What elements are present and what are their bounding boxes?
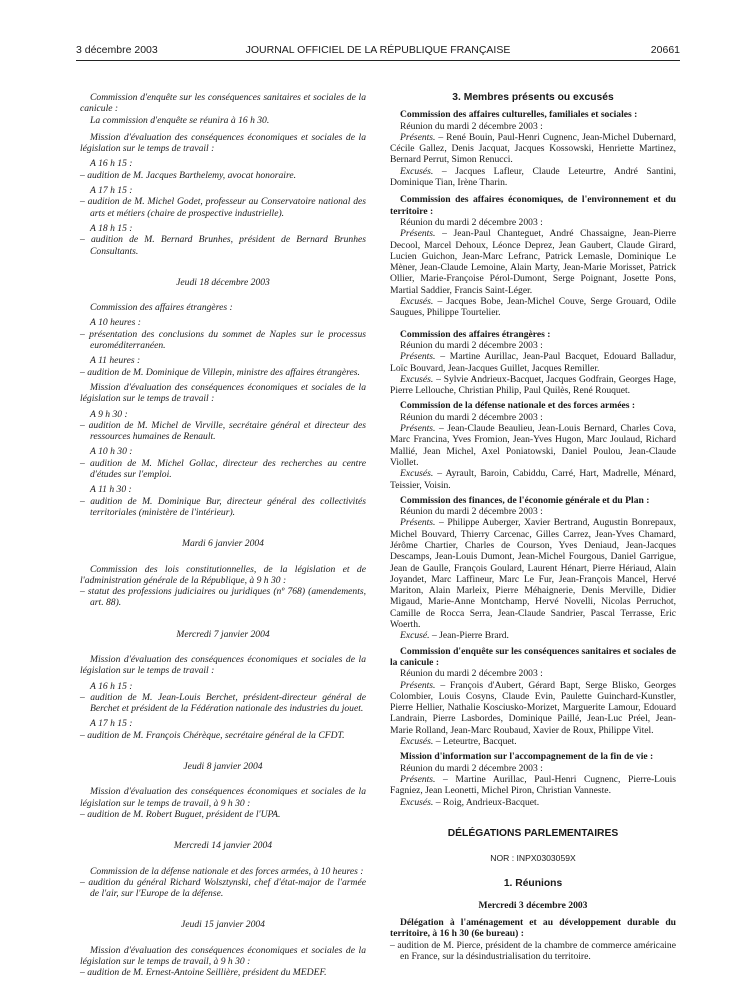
meeting-date: Réunion du mardi 2 décembre 2003 : bbox=[400, 668, 543, 680]
reunions-heading: 1. Réunions bbox=[503, 878, 563, 890]
excused-label: Excusé. bbox=[400, 630, 430, 642]
time-slot: A 16 h 15 : bbox=[90, 158, 133, 170]
time-slot: A 18 h 15 : bbox=[90, 222, 133, 234]
agenda-item: – audition de M. Jean-Louis Berchet, président-directeur général de Berchet et président de la Fédération nationale des industries du jouet. bbox=[80, 691, 366, 715]
present-label: Présents. bbox=[400, 228, 436, 240]
excused-list: – Jacques Bobe, Jean-Michel Couve, Serge Grouard, Odile Saugues, Philippe Tourtelier. bbox=[390, 296, 676, 319]
right-column bbox=[390, 92, 676, 962]
time-slot: A 10 heures : bbox=[90, 317, 141, 329]
left-column bbox=[80, 92, 366, 979]
present-label: Présents. bbox=[400, 351, 436, 363]
date-heading: Jeudi 18 décembre 2003 bbox=[176, 276, 270, 288]
agenda-item: – audition du général Richard Wolsztynski, chef d'état-major de l'armée de l'air, sur l'Europe de la défense. bbox=[80, 876, 366, 900]
excused-list: – Roig, Andrieux-Bacquet. bbox=[433, 796, 540, 808]
present-members bbox=[390, 423, 676, 468]
block-title: Commission d'enquête sur les conséquences sanitaires et sociales de la canicule : bbox=[80, 92, 366, 115]
present-members bbox=[390, 132, 676, 166]
section-heading: 3. Membres présents ou excusés bbox=[452, 92, 614, 103]
excused-members bbox=[390, 630, 676, 641]
present-list: – François d'Aubert, Gérard Bapt, Serge Blisko, Georges Colombier, Louis Cosyns, Claude Evin, Paulette Guinchard-Kunstler, Pierre Hellier, Nathalie Kosciusko-Morizet, Marguerite Lamour, Edouard Landrain, Pierre Lasbordes, Dominique Paillé, Jean-Luc Préel, Jean-Marie Rolland, Jean-Marc Roubaud, Xavier de Roux, Philippe Vitel. bbox=[390, 679, 676, 736]
time-slot: A 11 heures : bbox=[90, 355, 141, 367]
date-heading: Mercredi 14 janvier 2004 bbox=[173, 840, 273, 852]
present-members bbox=[390, 680, 676, 736]
date-heading: Jeudi 8 janvier 2004 bbox=[183, 761, 263, 773]
present-list: – René Bouin, Paul-Henri Cugnenc, Jean-Michel Dubernard, Cécile Gallez, Denis Jacquat, Jacques Kossowski, Henriette Martinez, Bernard Perrut, Simon Renucci. bbox=[390, 131, 676, 166]
excused-label: Excusés. bbox=[400, 736, 434, 748]
present-label: Présents. bbox=[400, 517, 436, 529]
agenda-item: – audition de M. Robert Buguet, président de l'UPA. bbox=[80, 808, 281, 820]
excused-list: – Ayrault, Baroin, Cabiddu, Carré, Hart, Madrelle, Ménard, Teissier, Voisin. bbox=[390, 468, 676, 491]
excused-members bbox=[390, 797, 676, 808]
time-slot: A 9 h 30 : bbox=[90, 408, 128, 420]
present-members bbox=[390, 351, 676, 374]
committee-title: Commission des affaires économiques, de l'environnement et du territoire : bbox=[390, 194, 676, 217]
agenda-item: – présentation des conclusions du sommet de Naples sur le processus euroméditerranéen. bbox=[80, 328, 366, 352]
present-members bbox=[390, 517, 676, 630]
excused-members bbox=[390, 296, 676, 319]
date-heading: Mercredi 7 janvier 2004 bbox=[176, 628, 270, 640]
committee-title: Commission des affaires culturelles, familiales et sociales : bbox=[400, 109, 638, 121]
time-slot: A 17 h 15 : bbox=[90, 185, 133, 197]
agenda-item: – audition de M. Michel Gollac, directeur des recherches au centre d'études sur l'emploi. bbox=[80, 457, 366, 481]
agenda-item: – statut des professions judiciaires ou juridiques (nº 768) (amendements, art. 88). bbox=[80, 586, 366, 609]
committee-title: Commission des affaires étrangères : bbox=[400, 328, 551, 340]
excused-label: Excusés. bbox=[400, 373, 434, 385]
header-title: JOURNAL OFFICIEL DE LA RÉPUBLIQUE FRANÇAISE bbox=[245, 44, 511, 56]
reunions-date: Mercredi 3 décembre 2003 bbox=[478, 899, 588, 911]
time-slot: A 10 h 30 : bbox=[90, 446, 133, 458]
meeting-date: Réunion du mardi 2 décembre 2003 : bbox=[400, 411, 543, 423]
agenda-item: – audition de M. Dominique Bur, directeur général des collectivités territoriales (ministère de l'intérieur). bbox=[80, 495, 366, 518]
present-members bbox=[390, 228, 676, 296]
header-rule bbox=[76, 60, 680, 61]
meeting-date: Réunion du mardi 2 décembre 2003 : bbox=[400, 216, 543, 228]
block-title: Mission d'évaluation des conséquences économiques et sociales de la législation sur le temps de travail : bbox=[80, 653, 366, 677]
excused-label: Excusés. bbox=[400, 796, 434, 808]
agenda-item: – audition de M. Michel de Virville, secrétaire général et directeur des ressources humaines de Renault. bbox=[80, 419, 366, 443]
block-title: Mission d'évaluation des conséquences économiques et sociales de la législation sur le temps de travail, à 9 h 30 : bbox=[80, 786, 366, 809]
excused-list: – Jean-Pierre Brard. bbox=[429, 630, 509, 642]
agenda-item: – audition de M. Michel Godet, professeur au Conservatoire national des arts et métiers (chaire de prospective industrielle). bbox=[80, 196, 366, 219]
agenda-item: – audition de M. Bernard Brunhes, président de Bernard Brunhes Consultants. bbox=[80, 234, 366, 257]
excused-list: – Leteurtre, Bacquet. bbox=[433, 736, 517, 748]
meeting-date: Réunion du mardi 2 décembre 2003 : bbox=[400, 339, 543, 351]
committee-title: Mission d'information sur l'accompagnement de la fin de vie : bbox=[400, 751, 654, 763]
agenda-item: – audition de M. Dominique de Villepin, ministre des affaires étrangères. bbox=[80, 366, 360, 378]
excused-label: Excusés. bbox=[400, 468, 434, 480]
excused-members bbox=[390, 166, 676, 189]
present-list: – Philippe Auberger, Xavier Bertrand, Augustin Bonrepaux, Michel Bouvard, Thierry Carcenac, Gilles Carrez, Jean-Yves Chamard, Jérôme Chartier, Charles de Courson, Yves Deniaud, Jean-Jacques Descamps, Jean-Louis Dumont, Jean-Michel Fourgous, Daniel Garrigue, Jean de Gaulle, François Goulard, Laurent Hénart, Pierre Hériaud, Alain Joyandet, Marc Laffineur, Marc Le Fur, Jean-François Mancel, Hervé Mariton, Alain Marleix, Pierre Méhaignerie, Denis Merville, Didier Migaud, Marie-Anne Montchamp, Hervé Novelli, Nicolas Perruchot, Camille de Rocca Serra, Jean-Claude Sandrier, Pascal Terrasse, Eric Woerth. bbox=[390, 517, 676, 631]
block-title: Commission de la défense nationale et des forces armées, à 10 heures : bbox=[90, 865, 364, 877]
agenda-item: – audition de M. Ernest-Antoine Seillière, président du MEDEF. bbox=[80, 967, 327, 979]
delegations-heading: DÉLÉGATIONS PARLEMENTAIRES bbox=[447, 827, 619, 839]
present-members bbox=[390, 774, 676, 797]
block-title: Commission des lois constitutionnelles, de la législation et de l'administration générale de la République, à 9 h 30 : bbox=[80, 563, 366, 586]
excused-members bbox=[390, 374, 676, 397]
excused-members bbox=[390, 736, 676, 747]
present-list: – Martine Aurillac, Jean-Paul Bacquet, Edouard Balladur, Loïc Bouvard, Jean-Jacques Guillet, Jacques Remiller. bbox=[390, 351, 676, 374]
block-title: Mission d'évaluation des conséquences économiques et sociales de la législation sur le temps de travail : bbox=[80, 131, 366, 155]
meeting-date: Réunion du mardi 2 décembre 2003 : bbox=[400, 762, 543, 774]
time-slot: A 11 h 30 : bbox=[90, 484, 132, 496]
present-label: Présents. bbox=[400, 131, 436, 143]
committee-title: Commission des finances, de l'économie générale et du Plan : bbox=[400, 494, 650, 506]
present-list: – Martine Aurillac, Paul-Henri Cugnenc, Pierre-Louis Fagniez, Jean Leonetti, Michel Piron, Christian Vanneste. bbox=[390, 773, 676, 797]
header-date: 3 décembre 2003 bbox=[76, 44, 158, 56]
present-list: – Jean-Paul Chanteguet, André Chassaigne, Jean-Pierre Decool, Marcel Dehoux, Léonce Deprez, Jean Gaubert, Claude Girard, Lucien Guichon, Jean-Marc Lefranc, Patrick Lemasle, Dominique Le Mèner, Jean-Claude Lemoine, Alain Marty, Jean-Marie Morisset, Patrick Ollier, Marie-Françoise Pérol-Dumont, Serge Poignant, Josette Pons, Martial Saddier, Francis Saint-Léger. bbox=[390, 228, 676, 296]
agenda-item: – audition de M. Jacques Barthelemy, avocat honoraire. bbox=[80, 169, 296, 181]
present-label: Présents. bbox=[400, 679, 436, 691]
agenda-item: – audition de M. François Chérèque, secrétaire général de la CFDT. bbox=[80, 729, 345, 741]
meeting-date: Réunion du mardi 2 décembre 2003 : bbox=[400, 120, 543, 132]
header-page-number: 20661 bbox=[650, 44, 680, 56]
delegation-title: Délégation à l'aménagement et au développement durable du territoire, à 16 h 30 (6e bureau) : bbox=[390, 917, 676, 940]
agenda-item: – audition de M. Pierce, président de la chambre de commerce américaine en France, sur la désindustrialisation du territoire. bbox=[390, 939, 676, 962]
meeting-date: Réunion du mardi 2 décembre 2003 : bbox=[400, 506, 543, 518]
nor-reference: NOR : INPX0303059X bbox=[490, 853, 576, 864]
block-title: Commission des affaires étrangères : bbox=[90, 302, 233, 314]
excused-list: – Sylvie Andrieux-Bacquet, Jacques Godfrain, Georges Hage, Pierre Lellouche, Christian Philip, Paul Quilès, René Rouquet. bbox=[390, 373, 676, 397]
committee-title: Commission d'enquête sur les conséquences sanitaires et sociales de la canicule : bbox=[390, 645, 676, 668]
present-label: Présents. bbox=[400, 423, 436, 435]
block-title: Mission d'évaluation des conséquences économiques et sociales de la législation sur le temps de travail : bbox=[80, 381, 366, 405]
present-label: Présents. bbox=[400, 773, 436, 785]
block-text: La commission d'enquête se réunira à 16 h 30. bbox=[90, 114, 270, 126]
time-slot: A 17 h 15 : bbox=[90, 718, 133, 730]
running-header bbox=[76, 44, 680, 60]
time-slot: A 16 h 15 : bbox=[90, 680, 133, 692]
block-title: Mission d'évaluation des conséquences économiques et sociales de la législation sur le temps de travail, à 9 h 30 : bbox=[80, 944, 366, 968]
excused-members bbox=[390, 468, 676, 491]
committee-title: Commission de la défense nationale et des forces armées : bbox=[400, 400, 636, 412]
excused-label: Excusés. bbox=[400, 165, 434, 177]
date-heading: Mardi 6 janvier 2004 bbox=[182, 538, 264, 550]
excused-list: – Jacques Lafleur, Claude Leteurtre, André Santini, Dominique Tian, Irène Tharin. bbox=[390, 165, 676, 189]
excused-label: Excusés. bbox=[400, 296, 434, 308]
date-heading: Jeudi 15 janvier 2004 bbox=[181, 919, 265, 931]
present-list: – Jean-Claude Beaulieu, Jean-Louis Bernard, Charles Cova, Marc Francina, Yves Fromion, Jean-Yves Hugon, Marc Joulaud, Richard Mallié, Jean Michel, Axel Poniatowski, Daniel Poulou, Jean-Claude Viollet. bbox=[390, 423, 676, 468]
